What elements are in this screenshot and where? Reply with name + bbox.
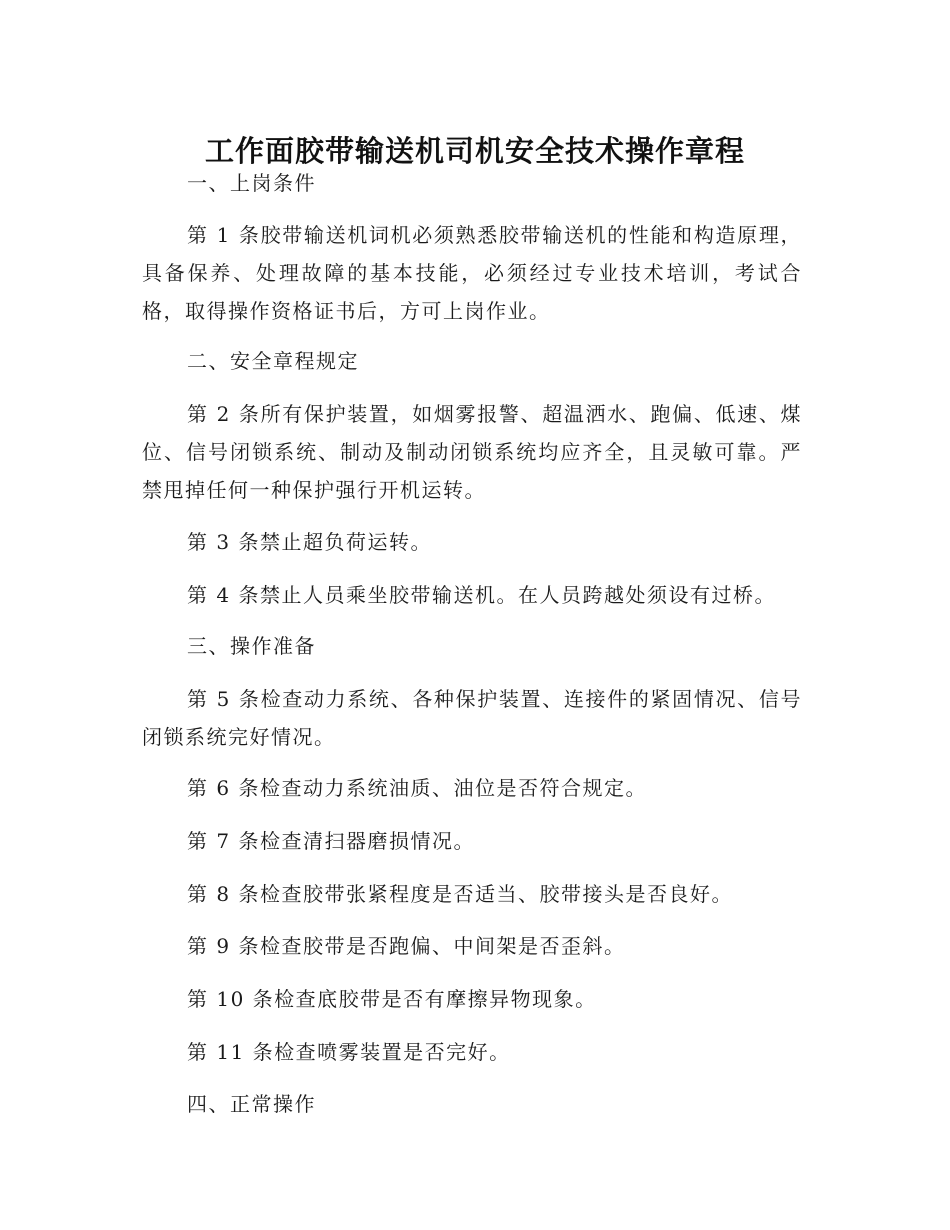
paragraph-article-8: 第 8 条检查胶带张紧程度是否适当、胶带接头是否良好。	[187, 882, 733, 906]
paragraph-article-4: 第 4 条禁止人员乘坐胶带输送机。在人员跨越处须设有过桥。	[187, 583, 776, 607]
paragraph-article-1: 第 1 条胶带输送机词机必须熟悉胶带输送机的性能和构造原理，具备保养、处理故障的基本技能，必须经过专业技术培训，考试合格，取得操作资格证书后，方可上岗作业。	[142, 223, 802, 323]
paragraph-article-6: 第 6 条检查动力系统油质、油位是否符合规定。	[187, 776, 647, 800]
section-heading-3: 三、操作准备	[187, 634, 316, 658]
document-title: 工作面胶带输送机司机安全技术操作章程	[204, 134, 745, 169]
paragraph-article-11: 第 11 条检查喷雾装置是否完好。	[187, 1040, 511, 1064]
paragraph-article-9: 第 9 条检查胶带是否跑偏、中间架是否歪斜。	[187, 934, 626, 958]
paragraph-article-7: 第 7 条检查清扫器磨损情况。	[187, 829, 475, 853]
section-heading-4: 四、正常操作	[187, 1092, 316, 1116]
paragraph-article-5: 第 5 条检查动力系统、各种保护装置、连接件的紧固情况、信号闭锁系统完好情况。	[142, 687, 802, 749]
section-heading-1: 一、上岗条件	[187, 171, 316, 195]
paragraph-article-3: 第 3 条禁止超负荷运转。	[187, 530, 432, 554]
section-heading-2: 二、安全章程规定	[187, 349, 359, 373]
paragraph-article-10: 第 10 条检查底胶带是否有摩擦异物现象。	[187, 987, 597, 1011]
paragraph-article-2: 第 2 条所有保护装置，如烟雾报警、超温洒水、跑偏、低速、煤位、信号闭锁系统、制动及制动闭锁系统均应齐全，且灵敏可靠。严禁甩掉任何一种保护强行开机运转。	[142, 402, 802, 502]
